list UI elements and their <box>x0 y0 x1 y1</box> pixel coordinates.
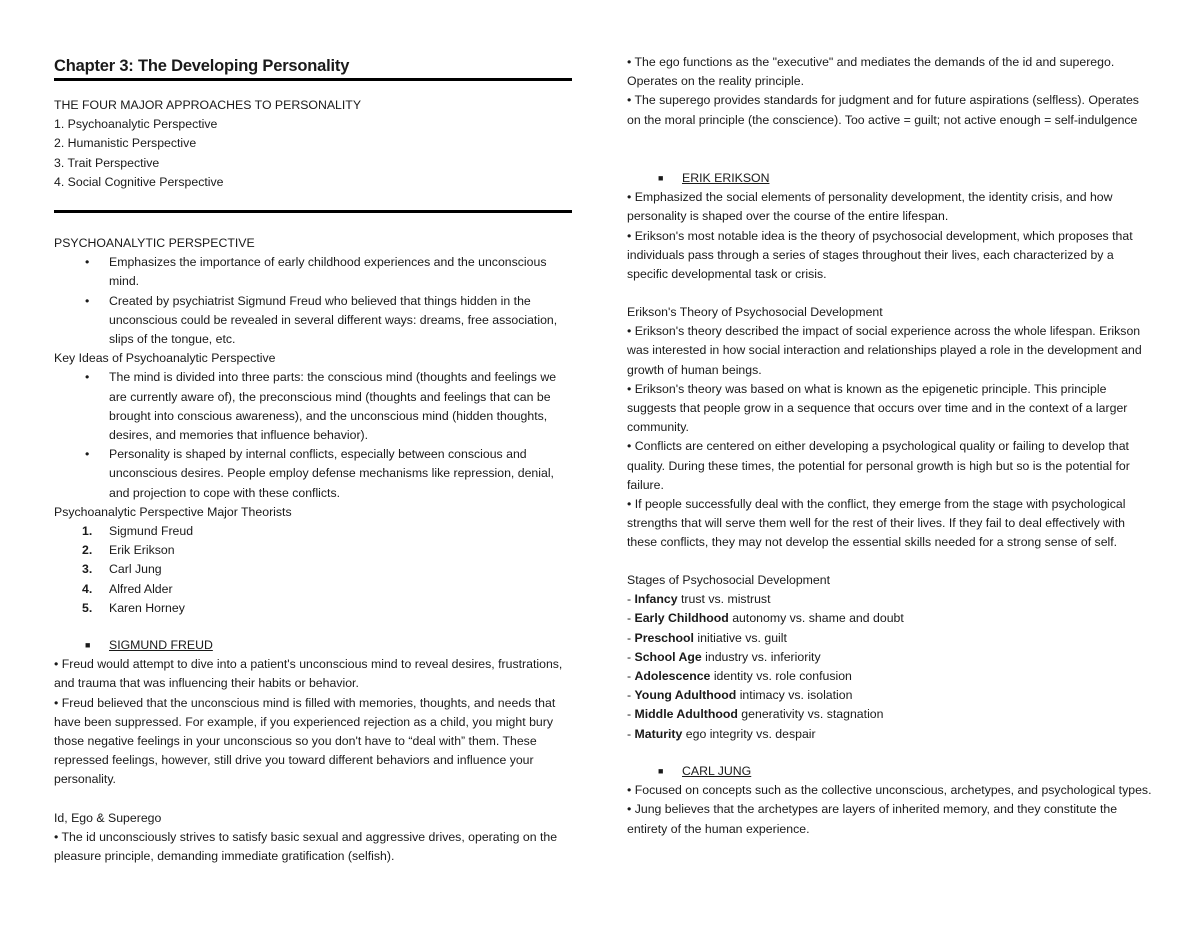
list-number: 4. <box>82 581 93 596</box>
theory-heading: Erikson's Theory of Psychosocial Development <box>627 305 883 319</box>
superego-paragraph: • The superego provides standards for judgment and for future aspirations (selfless). Operates on the moral principle (the conscience). Too active = guilt; not active enough = self-indulgence <box>627 93 1139 127</box>
jung-paragraph: • Jung believes that the archetypes are layers of inherited memory, and they constitute the entirety of the human experience. <box>627 802 1118 836</box>
square-bullet-icon: ■ <box>658 766 664 776</box>
stages-heading: Stages of Psychosocial Development <box>627 573 831 587</box>
stage-item: - Maturity ego integrity vs. despair <box>627 726 816 741</box>
jung-heading <box>627 762 1152 781</box>
list-item <box>54 580 572 599</box>
stage-item: - Preschool initiative vs. guilt <box>627 630 787 645</box>
theorist-name: Alfred Alder <box>109 581 173 596</box>
stage-name: Middle Adulthood <box>634 707 738 722</box>
stage-desc: autonomy vs. shame and doubt <box>732 611 904 626</box>
erikson-paragraph: • Erikson's most notable idea is the theory of psychosocial development, which proposes that individuals pass through a series of stages throughout their lives, each characterized by a specific developmental task or crisis. <box>627 228 1133 282</box>
stage-item: - School Age industry vs. inferiority <box>627 649 821 664</box>
id-paragraph: • The id unconsciously strives to satisfy basic sexual and aggressive drives, operating on the pleasure principle, demanding immediate gratification (selfish). <box>54 830 558 864</box>
stage-desc: ego integrity vs. despair <box>685 726 816 741</box>
key-ideas-heading: Key Ideas of Psychoanalytic Perspective <box>54 351 276 366</box>
approach-item: 3. Trait Perspective <box>54 155 160 170</box>
jung-section <box>627 762 1152 839</box>
title-rule <box>54 78 572 81</box>
theorist-name: Carl Jung <box>109 562 162 577</box>
theorist-name: Karen Horney <box>109 600 185 615</box>
stage-name: Maturity <box>634 726 683 741</box>
ego-section <box>627 53 1152 130</box>
list-item: • Emphasizes the importance of early childhood experiences and the unconscious mind. <box>85 255 547 289</box>
theory-paragraph: • If people successfully deal with the conflict, they emerge from the stage with psychological strengths that will serve them well for the rest of their lives. If they fail to deal effectively with these conflicts, they may not develop the essential skills needed for a strong sense of self. <box>627 497 1126 550</box>
psychoanalytic-heading: PSYCHOANALYTIC PERSPECTIVE <box>54 236 255 250</box>
freud-paragraph: • Freud would attempt to dive into a patient's unconscious mind to reveal desires, frustrations, and trauma that was influencing their habits or behavior. <box>54 657 563 691</box>
stage-desc: generativity vs. stagnation <box>741 707 884 722</box>
list-number: 2. <box>82 543 93 558</box>
erikson-heading-text: ERIK ERIKSON <box>682 171 770 185</box>
stage-name: Adolescence <box>634 669 711 684</box>
page-title: Chapter 3: The Developing Personality <box>54 57 350 75</box>
square-bullet-icon: ■ <box>658 173 664 183</box>
stage-item: - Infancy trust vs. mistrust <box>627 592 771 607</box>
bullet-text: The mind is divided into three parts: the conscious mind (thoughts and feelings we are currently aware of), the preconscious mind (thoughts and feelings that can be brought into conscious awareness), and the unconscious mind (hidden thoughts, desires, and memories that influence behavior). <box>109 370 557 443</box>
approach-item: 2. Humanistic Perspective <box>54 136 197 151</box>
jung-paragraph: • Focused on concepts such as the collective unconscious, archetypes, and psychological types. <box>627 783 1152 798</box>
theorists-heading: Psychoanalytic Perspective Major Theorists <box>54 504 292 519</box>
freud-section <box>54 636 572 790</box>
psychoanalytic-section <box>54 234 572 618</box>
stage-desc: initiative vs. guilt <box>697 630 787 645</box>
theorist-name: Erik Erikson <box>109 543 175 558</box>
list-number: 5. <box>82 600 93 615</box>
theory-paragraph: • Erikson's theory was based on what is known as the epigenetic principle. This principle suggests that people grow in a sequence that occurs over time and in the context of a larger community. <box>627 381 1128 435</box>
stage-item: - Young Adulthood intimacy vs. isolation <box>627 688 853 703</box>
list-item: • Personality is shaped by internal conflicts, especially between conscious and unconscious desires. People employ defense mechanisms like repression, denial, and projection to cope with these conflicts. <box>85 447 554 500</box>
list-item: • The mind is divided into three parts: the conscious mind (thoughts and feelings we are currently aware of), the preconscious mind (thoughts and feelings that can be brought into conscious awareness), and the unconscious mind (hidden thoughts, desires, and memories that influence behavior). <box>85 370 557 443</box>
stage-desc: trust vs. mistrust <box>681 592 771 607</box>
list-item <box>54 599 572 618</box>
id-ego-superego-heading: Id, Ego & Superego <box>54 811 162 825</box>
list-item <box>54 560 572 579</box>
list-number: 3. <box>82 562 93 577</box>
erikson-section <box>627 169 1152 284</box>
theory-paragraph: • Conflicts are centered on either developing a psychological quality or failing to develop that quality. During these times, the potential for personal growth is high but so is the potential for failure. <box>627 439 1130 492</box>
approaches-heading: THE FOUR MAJOR APPROACHES TO PERSONALITY <box>54 98 362 112</box>
approach-item: 4. Social Cognitive Perspective <box>54 174 224 189</box>
freud-heading <box>54 636 572 655</box>
approach-item: 1. Psychoanalytic Perspective <box>54 117 218 132</box>
stage-desc: identity vs. role confusion <box>713 669 852 684</box>
stage-desc: intimacy vs. isolation <box>739 688 853 703</box>
id-section <box>54 809 572 867</box>
bullet-text: Created by psychiatrist Sigmund Freud who believed that things hidden in the unconscious could be revealed in several different ways: dreams, free association, slips of the tongue, etc. <box>109 293 558 347</box>
stage-item: - Adolescence identity vs. role confusion <box>627 669 852 684</box>
stage-name: Early Childhood <box>634 611 729 626</box>
theorist-name: Sigmund Freud <box>109 524 194 539</box>
freud-paragraph: • Freud believed that the unconscious mind is filled with memories, thoughts, and needs that have been suppressed. For example, if you experienced rejection as a child, you might bury those negative feelings in your unconscious so you don't have to “deal with” them. These repressed feelings, however, still drive you toward different behaviors and influence your personality. <box>54 695 556 787</box>
approaches-section <box>54 96 572 192</box>
stage-name: Young Adulthood <box>634 688 737 703</box>
bullet-text: Personality is shaped by internal conflicts, especially between conscious and unconscious desires. People employ defense mechanisms like repression, denial, and projection to cope with these conflicts. <box>109 447 554 500</box>
section-rule <box>54 210 572 213</box>
ego-paragraph: • The ego functions as the "executive" and mediates the demands of the id and superego. Operates on the reality principle. <box>627 55 1115 89</box>
erikson-paragraph: • Emphasized the social elements of personality development, the identity crisis, and how personality is shaped over the course of the entire lifespan. <box>627 190 1113 224</box>
square-bullet-icon: ■ <box>85 640 91 650</box>
bullet-text: Emphasizes the importance of early childhood experiences and the unconscious mind. <box>109 255 547 289</box>
stage-name: Preschool <box>634 630 694 645</box>
jung-heading-text: CARL JUNG <box>682 764 752 778</box>
stage-name: School Age <box>634 649 702 664</box>
freud-heading-text: SIGMUND FREUD <box>109 638 213 652</box>
list-item <box>54 541 572 560</box>
theory-paragraph: • Erikson's theory described the impact of social experience across the whole lifespan. Erikson was interested in how social interaction and relationships played a role in the development and growth of human beings. <box>627 324 1142 377</box>
stage-name: Infancy <box>634 592 678 607</box>
theory-section <box>627 303 1152 553</box>
stages-section <box>627 571 1152 744</box>
list-item: • Created by psychiatrist Sigmund Freud who believed that things hidden in the unconscious could be revealed in several different ways: dreams, free association, slips of the tongue, etc. <box>85 293 558 347</box>
erikson-heading <box>627 169 1152 188</box>
list-item <box>54 522 572 541</box>
stage-item: - Middle Adulthood generativity vs. stagnation <box>627 707 884 722</box>
list-number: 1. <box>82 524 93 539</box>
stage-item: - Early Childhood autonomy vs. shame and doubt <box>627 611 904 626</box>
stage-desc: industry vs. inferiority <box>705 649 821 664</box>
